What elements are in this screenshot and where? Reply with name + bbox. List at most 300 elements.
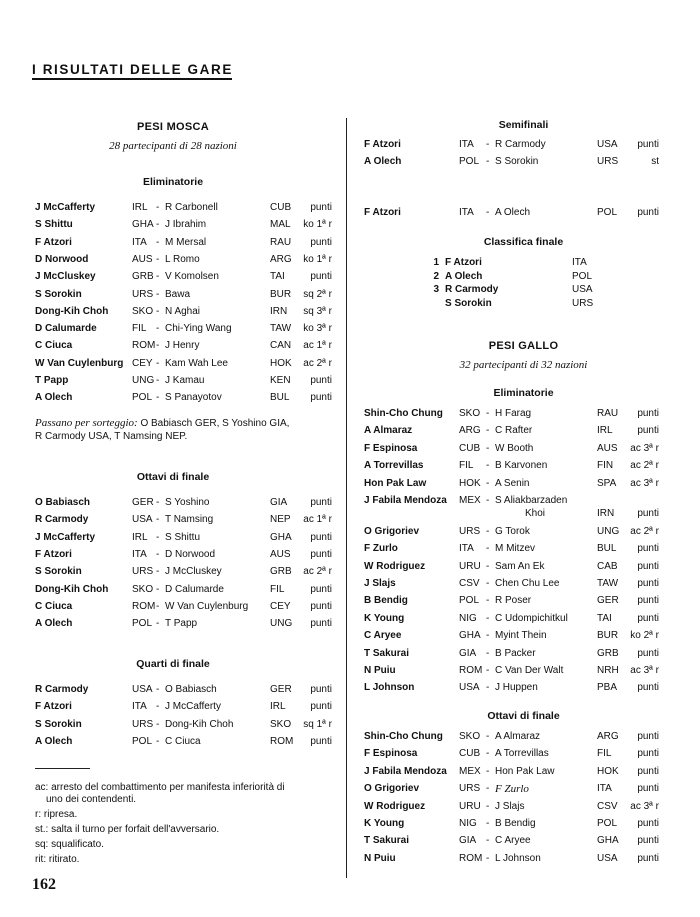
country-b: CEY: [270, 600, 291, 612]
bout-row: [0, 684, 346, 700]
country-a: AUS: [132, 253, 153, 265]
bout-row: [0, 549, 346, 565]
boxer-a: J McCafferty: [35, 531, 96, 543]
footnote-ac-cont: uno dei contendenti.: [46, 794, 137, 805]
country-a: URU: [459, 560, 481, 572]
bout-row: [347, 818, 700, 834]
boxer-a: N Puiu: [364, 665, 396, 676]
country-b: IRL: [270, 701, 286, 713]
bout-row: [0, 584, 346, 600]
boxer-a: F Atzori: [364, 139, 401, 150]
country-b: GER: [270, 684, 292, 695]
country-a: ROM: [459, 665, 483, 676]
boxer-b: R Carbonell: [165, 202, 218, 213]
boxer-b: J McCluskey: [165, 566, 222, 578]
separator-dash: -: [486, 139, 490, 150]
country-b: UNG: [270, 618, 293, 630]
bout-row: [0, 392, 346, 408]
footnote-sq: sq: squalificato.: [35, 839, 104, 850]
boxer-a: F Atzori: [35, 701, 72, 713]
bout-row: [0, 289, 346, 305]
boxer-a: F Atzori: [35, 236, 72, 248]
semifinali-title: Semifinali: [498, 119, 549, 131]
country-a: POL: [132, 735, 153, 747]
country-a: CUB: [459, 748, 481, 760]
result: punti: [637, 139, 659, 150]
result: ac 3ª r: [630, 665, 659, 676]
boxer-b: J Henry: [165, 340, 200, 352]
boxer-a: T Sakurai: [364, 835, 410, 847]
country-a: GHA: [132, 219, 154, 231]
page-number: 162: [32, 876, 56, 893]
result: punti: [637, 612, 659, 624]
bout-row: [347, 665, 700, 681]
country-b: GRB: [597, 647, 619, 659]
boxer-a: N Puiu: [364, 852, 396, 864]
result: punti: [637, 595, 659, 607]
result: punti: [637, 408, 659, 419]
country-a: ITA: [132, 701, 147, 713]
country-a: ARG: [459, 425, 481, 437]
result: sq 3ª r: [303, 305, 332, 317]
boxer-b: S Shittu: [165, 531, 201, 543]
separator-dash: -: [156, 583, 160, 595]
country-a: POL: [132, 618, 153, 630]
country-a: URS: [132, 718, 154, 730]
bout-row: [0, 532, 346, 548]
boxer-b: Kam Wah Lee: [165, 357, 228, 369]
boxer-a: A Torrevillas: [364, 460, 424, 472]
separator-dash: -: [486, 800, 490, 812]
boxer-a: F Zurlo: [364, 543, 398, 555]
separator-dash: -: [156, 684, 160, 695]
result: ac 2ª r: [630, 525, 659, 537]
country-b: POL: [597, 207, 618, 218]
country-a: HOK: [459, 477, 481, 489]
boxer-b: A Olech: [495, 207, 531, 218]
classifica-row: [347, 298, 700, 312]
country-a: SKO: [459, 731, 481, 742]
country-a: FIL: [132, 323, 147, 335]
result: punti: [637, 543, 659, 555]
separator-dash: -: [156, 514, 160, 526]
bout-row: [0, 271, 346, 287]
boxer-a: F Espinosa: [364, 748, 418, 760]
bout-row: [0, 375, 346, 391]
result: ac 1ª r: [303, 340, 332, 352]
result: punti: [310, 531, 332, 543]
boxer-a: Shin-Cho Chung: [364, 731, 443, 742]
boxer-a: O Babiasch: [35, 497, 91, 508]
country-a: CEY: [132, 357, 153, 369]
boxer-a: J McCafferty: [35, 202, 96, 213]
boxer-a: A Olech: [35, 735, 73, 747]
boxer-b: A Senin: [495, 477, 530, 489]
boxer-a: D Norwood: [35, 253, 89, 265]
country-b: BUL: [270, 392, 290, 404]
separator-dash: -: [486, 612, 490, 624]
bout-row: [347, 648, 700, 664]
boxer-a: A Olech: [364, 156, 402, 167]
country-b: GER: [597, 595, 619, 607]
separator-dash: -: [486, 647, 490, 659]
country-b: ITA: [597, 783, 612, 795]
bout-row: [0, 219, 346, 235]
separator-dash: -: [156, 288, 160, 300]
result: punti: [310, 202, 332, 213]
bout-row: [347, 460, 700, 476]
result: punti: [310, 600, 332, 612]
bout-row: [0, 358, 346, 374]
country-a: URS: [132, 288, 154, 300]
country-a: POL: [459, 156, 480, 167]
country-b: NEP: [270, 514, 291, 526]
country-a: GIA: [459, 647, 477, 659]
bout-row: [347, 630, 700, 646]
result: punti: [310, 701, 332, 713]
result: punti: [310, 735, 332, 747]
country-b: ARG: [270, 253, 292, 265]
bout-row: [347, 425, 700, 441]
country: USA: [572, 284, 593, 295]
boxer-b: J Kamau: [165, 375, 205, 386]
country: ITA: [572, 257, 587, 268]
separator-dash: -: [486, 818, 490, 829]
boxer-b: J Huppen: [495, 682, 538, 694]
classifica-row: [347, 284, 700, 298]
boxer-b: T Papp: [165, 618, 198, 630]
separator-dash: -: [156, 202, 160, 213]
country-a: SKO: [459, 408, 481, 419]
separator-dash: -: [486, 156, 490, 167]
boxer-b: L Romo: [165, 253, 200, 265]
country-b: GHA: [270, 531, 292, 543]
separator-dash: -: [156, 548, 160, 560]
boxer-name: F Atzori: [445, 257, 482, 268]
result: punti: [637, 207, 659, 218]
bout-row: [347, 443, 700, 459]
country-a: MEX: [459, 495, 481, 506]
bout-row: [347, 731, 700, 747]
separator-dash: -: [486, 630, 490, 642]
separator-dash: -: [486, 748, 490, 760]
boxer-a: C Ciuca: [35, 340, 73, 352]
country-a: ITA: [459, 207, 474, 218]
bout-row: [0, 202, 346, 218]
bout-row: [0, 237, 346, 253]
bout-row: [0, 497, 346, 513]
country-b: HOK: [270, 357, 292, 369]
header-underline: [32, 78, 232, 80]
boxer-b: D Calumarde: [165, 583, 224, 595]
sorteggio-line2: R Carmody USA, T Namsing NEP.: [35, 431, 188, 442]
country-b: BUR: [270, 288, 292, 300]
country-a: ROM: [132, 340, 156, 352]
boxer-b: Chi-Ying Wang: [165, 323, 232, 335]
result: punti: [637, 748, 659, 760]
separator-dash: -: [156, 618, 160, 630]
country-a: NIG: [459, 818, 477, 829]
boxer-b: D Norwood: [165, 548, 216, 560]
classifica-row: [347, 271, 700, 285]
boxer-a: B Bendig: [364, 595, 408, 607]
boxer-a: A Olech: [35, 618, 73, 630]
boxer-b: Dong-Kih Choh: [165, 718, 234, 730]
boxer-a: R Carmody: [35, 514, 89, 526]
country-a: GRB: [132, 271, 154, 283]
bout-row: [347, 595, 700, 611]
separator-dash: -: [156, 271, 160, 283]
footnote-rit: rit: ritirato.: [35, 854, 80, 865]
country-b: IRN: [270, 305, 288, 317]
boxer-a: C Aryee: [364, 630, 402, 642]
bout-row: [347, 543, 700, 559]
country-b: CSV: [597, 800, 618, 812]
country-a: URS: [459, 783, 481, 795]
boxer-b: N Aghai: [165, 305, 201, 317]
separator-dash: -: [156, 735, 160, 747]
boxer-a: S Sorokin: [35, 566, 82, 578]
result: ko 1ª r: [303, 253, 332, 265]
boxer-b: Myint Thein: [495, 630, 547, 642]
pesi-mosca-participants: 28 partecipanti di 28 nazioni: [109, 140, 237, 152]
bout-row: [0, 736, 346, 752]
bout-row: [0, 306, 346, 322]
result: punti: [310, 375, 332, 386]
boxer-b: L Johnson: [495, 852, 541, 864]
result: punti: [310, 548, 332, 560]
boxer-b: S Yoshino: [165, 497, 210, 508]
country-a: FIL: [459, 460, 474, 472]
country-a: CUB: [459, 442, 481, 454]
result: punti: [637, 578, 659, 589]
classifica-row: [347, 257, 700, 271]
boxer-b: J Slajs: [495, 800, 525, 812]
country-b: BUR: [597, 630, 619, 642]
separator-dash: -: [486, 665, 490, 676]
bout-row: [0, 618, 346, 634]
country-a: URU: [459, 800, 481, 812]
country-b: ROM: [270, 735, 294, 747]
boxer-name: S Sorokin: [445, 297, 492, 309]
separator-dash: -: [486, 425, 490, 437]
boxer-b: R Carmody: [495, 139, 546, 150]
country-a: POL: [459, 595, 480, 607]
boxer-a: A Almaraz: [364, 425, 413, 437]
rank: 3: [433, 284, 439, 295]
separator-dash: -: [156, 305, 160, 317]
separator-dash: -: [486, 477, 490, 489]
bout-row: [347, 766, 700, 782]
country-a: URS: [132, 566, 154, 578]
result: punti: [637, 508, 659, 520]
boxer-b: T Namsing: [165, 514, 214, 526]
country-a: GER: [132, 497, 154, 508]
separator-dash: -: [486, 207, 490, 218]
separator-dash: -: [156, 253, 160, 265]
country-a: ROM: [459, 852, 483, 864]
result: sq 1ª r: [303, 718, 332, 730]
bout-row: [0, 701, 346, 717]
country-b: RAU: [597, 408, 619, 419]
boxer-a: J Fabila Mendoza: [364, 495, 447, 506]
boxer-a: O Grigoriev: [364, 525, 420, 537]
result: punti: [637, 783, 659, 795]
boxer-a: W Van Cuylenburg: [35, 357, 124, 369]
country-b: SPA: [597, 477, 617, 489]
boxer-a: O Grigoriev: [364, 783, 420, 795]
boxer-b: M Mersal: [165, 236, 207, 248]
bout-row: [347, 835, 700, 851]
result: punti: [637, 731, 659, 742]
boxer-a: F Atzori: [35, 548, 72, 560]
separator-dash: -: [486, 731, 490, 742]
bout-row: [0, 566, 346, 582]
result: punti: [310, 236, 332, 248]
bout-row: [0, 601, 346, 617]
boxer-a: D Calumarde: [35, 323, 97, 335]
boxer-b: A Almaraz: [495, 731, 541, 742]
pesi-mosca-title: PESI MOSCA: [136, 121, 210, 133]
country-b: NRH: [597, 665, 619, 676]
country-b: FIL: [597, 748, 612, 760]
country-b: GIA: [270, 497, 288, 508]
separator-dash: -: [156, 701, 160, 713]
boxer-b: W Van Cuylenburg: [165, 600, 249, 612]
boxer-a: W Rodriguez: [364, 800, 426, 812]
boxer-a: R Carmody: [35, 684, 89, 695]
boxer-name: R Carmody: [445, 284, 499, 295]
separator-dash: -: [156, 566, 160, 578]
separator-dash: -: [486, 560, 490, 572]
bout-row: [347, 139, 700, 155]
separator-dash: -: [486, 765, 490, 777]
separator-dash: -: [486, 408, 490, 419]
country-a: CSV: [459, 578, 480, 589]
boxer-a: F Atzori: [364, 207, 401, 218]
country-a: MEX: [459, 765, 481, 777]
bout-row: [347, 526, 700, 542]
boxer-b: S Sorokin: [495, 156, 539, 167]
result: punti: [310, 271, 332, 283]
boxer-b: A Torrevillas: [495, 748, 549, 760]
bout-row: [347, 783, 700, 799]
country-b: TAW: [597, 578, 619, 589]
country-b: ARG: [597, 731, 619, 742]
footnote-st: st.: salta il turno per forfait dell'avversario.: [35, 824, 220, 835]
country-b: FIL: [270, 583, 285, 595]
boxer-b: B Karvonen: [495, 460, 548, 472]
country-b: POL: [597, 818, 618, 829]
country-b: BUL: [597, 543, 617, 555]
result: ac 3ª r: [630, 477, 659, 489]
country-a: ROM: [132, 600, 156, 612]
boxer-a: J McCluskey: [35, 271, 96, 283]
result: punti: [310, 618, 332, 630]
country-b: AUS: [270, 548, 291, 560]
boxer-b: G Torok: [495, 525, 530, 537]
result: punti: [637, 560, 659, 572]
boxer-b: Bawa: [165, 288, 191, 300]
result: ac 3ª r: [630, 800, 659, 812]
boxer-b: J Ibrahim: [165, 219, 207, 231]
country-b: CAN: [270, 340, 292, 352]
separator-dash: -: [156, 219, 160, 231]
result: sq 2ª r: [303, 288, 332, 300]
result: ko 2ª r: [630, 630, 659, 642]
country-b: KEN: [270, 375, 291, 386]
separator-dash: -: [156, 323, 160, 335]
boxer-b: Hon Pak Law: [495, 765, 555, 777]
boxer-b: J McCafferty: [165, 701, 221, 713]
country-a: SKO: [132, 305, 154, 317]
country: POL: [572, 270, 593, 282]
result: ac 2ª r: [630, 460, 659, 472]
result: punti: [637, 835, 659, 847]
rank: 1: [433, 257, 439, 268]
boxer-a: L Johnson: [364, 682, 415, 694]
footnote-rule: [35, 768, 90, 769]
boxer-b-cont: Khoi: [525, 508, 546, 520]
boxer-b: C Ciuca: [165, 735, 201, 747]
result: punti: [310, 583, 332, 595]
separator-dash: -: [486, 495, 490, 506]
sorteggio-note: [35, 417, 335, 443]
bout-row: [347, 478, 700, 494]
country-b: PBA: [597, 682, 618, 694]
boxer-a: Shin-Cho Chung: [364, 408, 443, 419]
country-b: IRL: [597, 425, 613, 437]
result: punti: [637, 765, 659, 777]
country-b: TAI: [597, 612, 612, 624]
bout-row: [347, 748, 700, 764]
boxer-a: Dong-Kih Choh: [35, 583, 109, 595]
country-b: URS: [597, 156, 619, 167]
result: punti: [637, 818, 659, 829]
boxer-a: S Sorokin: [35, 288, 82, 300]
boxer-a: T Sakurai: [364, 647, 410, 659]
separator-dash: -: [486, 682, 490, 694]
bout-row: [347, 156, 700, 172]
boxer-b: C Udompichitkul: [495, 612, 568, 624]
country-a: SKO: [132, 583, 154, 595]
separator-dash: -: [156, 600, 160, 612]
result: ac 2ª r: [303, 566, 332, 578]
bout-row: [0, 254, 346, 270]
country-a: URS: [459, 525, 481, 537]
separator-dash: -: [486, 442, 490, 454]
footnote-r: r: ripresa.: [35, 809, 78, 820]
country-a: IRL: [132, 531, 148, 543]
bout-row: [347, 561, 700, 577]
boxer-a: W Rodriguez: [364, 560, 426, 572]
result: ac 3ª r: [630, 442, 659, 454]
separator-dash: -: [156, 340, 160, 352]
country-b: UNG: [597, 525, 620, 537]
country-b: IRN: [597, 508, 615, 520]
boxer-a: S Sorokin: [35, 718, 82, 730]
country-b: GRB: [270, 566, 292, 578]
boxer-a: F Espinosa: [364, 442, 418, 454]
rank: 2: [433, 270, 439, 282]
country-a: ITA: [132, 548, 147, 560]
separator-dash: -: [156, 236, 160, 248]
bout-row: [347, 613, 700, 629]
bout-row: [0, 719, 346, 735]
country: URS: [572, 297, 594, 309]
sorteggio-label: Passano per sorteggio:: [35, 417, 138, 429]
eliminatorie-title: Eliminatorie: [142, 176, 204, 188]
